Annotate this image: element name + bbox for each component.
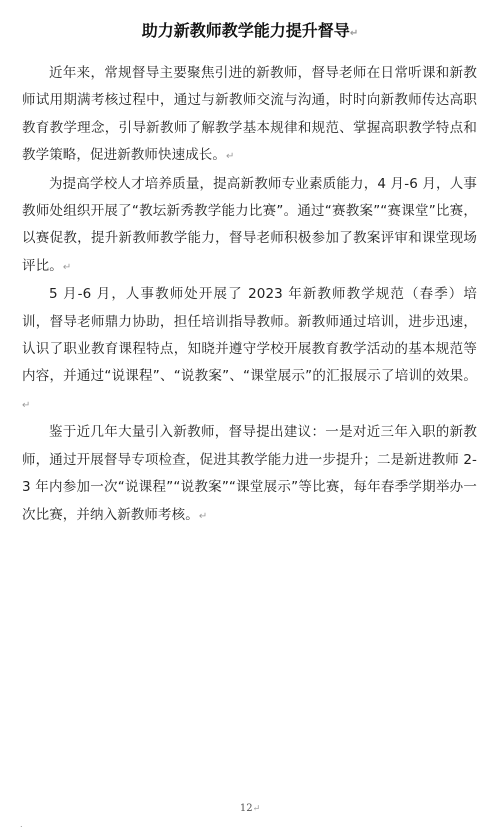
paragraph-mark-icon: ↵ [62,261,72,273]
page-number [0,803,500,814]
paragraph-mark-icon: ↵ [22,399,31,411]
paragraph-mark-icon: ↵ [252,804,261,814]
paragraph-4 [22,419,477,530]
document-body [22,60,477,530]
paragraph-text: 近年来，常规督导主要聚焦引进的新教师，督导老师在日常听课和新教师试用期满考核过程中，通过与新教师交流与沟通，时时向新教师传达高职教育教学理念，引导新教师了解教学基本规律和规范、掌握高职教学特点和教学策略，促进新教师快速成长。 [22,65,477,164]
paragraph-mark-icon: ↵ [226,151,235,163]
paragraph-1 [22,60,477,171]
paragraph-3 [22,281,477,419]
document-title-text: 助力新教师教学能力提升督导 [141,21,350,40]
paragraph-text: 为提高学校人才培养质量，提高新教师专业素质能力，4 月-6 月，人事教师处组织开展了“教坛新秀教学能力比赛”。通过“赛教案”“赛课堂”比赛，以赛促教，提升新教师教学能力，督导老师积极参加了教案评审和课堂现场评比。 [22,175,477,274]
paragraph-text: 鉴于近几年大量引入新教师，督导提出建议：一是对近三年入职的新教师，通过开展督导专项检查，促进其教学能力进一步提升；二是新进教师 2-3 年内参加一次“说课程”“说教案”“课堂展示”等比赛，每年春季学期举办一次比赛，并纳入新教师考核。 [22,424,477,523]
paragraph-mark-icon: ↵ [349,28,359,39]
document-title [0,20,500,45]
paragraph-2 [22,171,477,282]
corner-mark: . [20,820,23,829]
page-number-text: 12 [239,803,253,814]
paragraph-text: 5 月-6 月，人事教师处开展了 2023 年新教师教学规范（春季）培训，督导老师鼎力协助，担任培训指导教师。新教师通过培训，进步迅速，认识了职业教育课程特点，知晓并遵守学校开展教育教学活动的基本规范等内容，并通过“说课程”、“说教案”、“课堂展示”的汇报展示了培训的效果。 [22,286,477,385]
paragraph-mark-icon: ↵ [198,510,208,522]
